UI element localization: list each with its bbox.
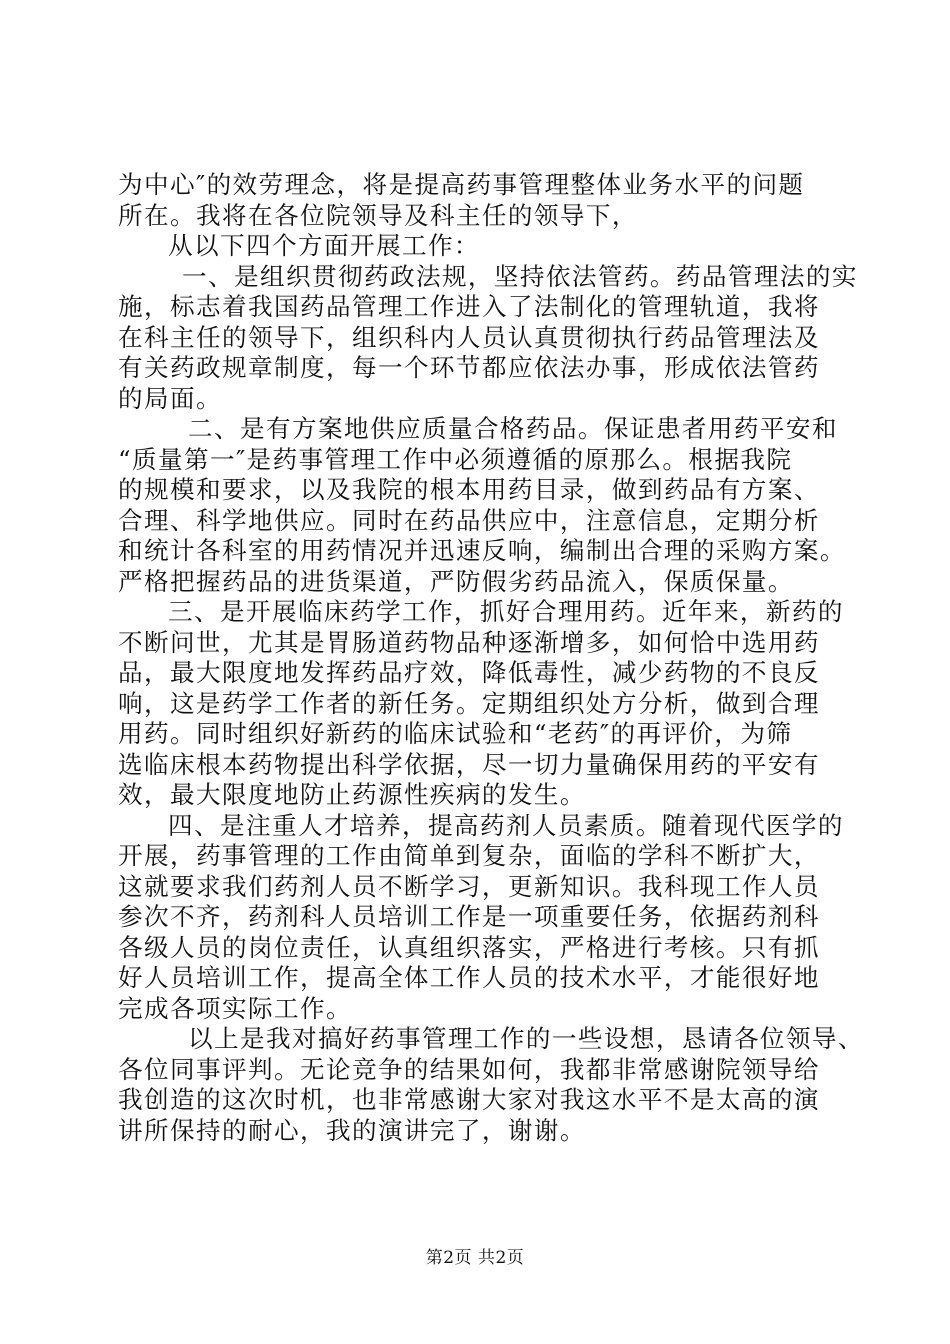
text-line: 三、是开展临床药学工作，抓好合理用药。近年来，新药的 — [168, 597, 844, 626]
text-line: 一、是组织贯彻药政法规，坚持依法管药。药品管理法的实 — [182, 261, 858, 291]
text-line: 二、是有方案地供应质量合格药品。保证患者用药平安和 — [188, 414, 838, 443]
text-line: 这就要求我们药剂人员不断学习，更新知识。我科现工作人员 — [118, 871, 820, 901]
text-line: 从以下四个方面开展工作： — [168, 231, 480, 260]
text-line: 各级人员的岗位责任，认真组织落实，严格进行考核。只有抓 — [118, 932, 820, 962]
text-line: “质量第一″是药事管理工作中必须遵循的原那么。根据我院 — [118, 444, 793, 474]
page-number: 第2页 共2页 — [425, 1248, 525, 1268]
text-line: 施，标志着我国药品管理工作进入了法制化的管理轨道，我将 — [118, 292, 820, 321]
text-line: 各位同事评判。无论竞争的结果如何，我都非常感谢院领导给 — [118, 1054, 820, 1084]
text-line: 合理、科学地供应。同时在药品供应中，注意信息，定期分析 — [118, 505, 820, 535]
text-line: 为中心″的效劳理念，将是提高药事管理整体业务水平的问题 — [118, 170, 805, 199]
text-line: 好人员培训工作，提高全体工作人员的技术水平，才能很好地 — [118, 963, 820, 992]
text-line: 开展，药事管理的工作由简单到复杂，面临的学科不断扩大， — [118, 841, 820, 870]
text-line: 用药。同时组织好新药的临床试验和“老药″的再评价，为筛 — [118, 719, 793, 748]
text-line: 在科主任的领导下，组织科内人员认真贯彻执行药品管理法及 — [118, 322, 820, 352]
text-line: 参次不齐，药剂科人员培训工作是一项重要任务，依据药剂科 — [118, 902, 820, 931]
text-line: 有关药政规章制度，每一个环节都应依法办事，形成依法管药 — [118, 353, 820, 382]
text-line: 四、是注重人才培养，提高药剂人员素质。随着现代医学的 — [168, 810, 844, 840]
text-line: 效，最大限度地防止药源性疾病的发生。 — [118, 780, 586, 809]
text-line: 的局面。 — [118, 383, 222, 413]
text-line: 讲所保持的耐心，我的演讲完了，谢谢。 — [118, 1115, 586, 1145]
text-line: 的规模和要求，以及我院的根本用药目录，做到药品有方案、 — [118, 475, 820, 504]
text-line: 完成各项实际工作。 — [118, 993, 352, 1023]
text-line: 所在。我将在各位院领导及科主任的领导下， — [118, 200, 638, 230]
text-line: 和统计各科室的用药情况并迅速反响，编制出合理的采购方案。 — [118, 536, 846, 565]
body-text — [118, 170, 864, 1146]
text-line: 不断问世，尤其是胃肠道药物品种逐渐增多，如何恰中选用药 — [118, 627, 820, 657]
text-line: 选临床根本药物提出科学依据，尽一切力量确保用药的平安有 — [118, 749, 820, 779]
text-line: 响，这是药学工作者的新任务。定期组织处方分析，做到合理 — [118, 688, 820, 718]
text-line: 我创造的这次时机，也非常感谢大家对我这水平不是太高的演 — [118, 1085, 820, 1114]
text-line: 严格把握药品的进货渠道，严防假劣药品流入，保质保量。 — [118, 566, 794, 596]
text-line: 以上是我对搞好药事管理工作的一些设想，恳请各位领导、 — [188, 1024, 864, 1053]
text-line: 品，最大限度地发挥药品疗效，降低毒性，减少药物的不良反 — [118, 658, 820, 687]
